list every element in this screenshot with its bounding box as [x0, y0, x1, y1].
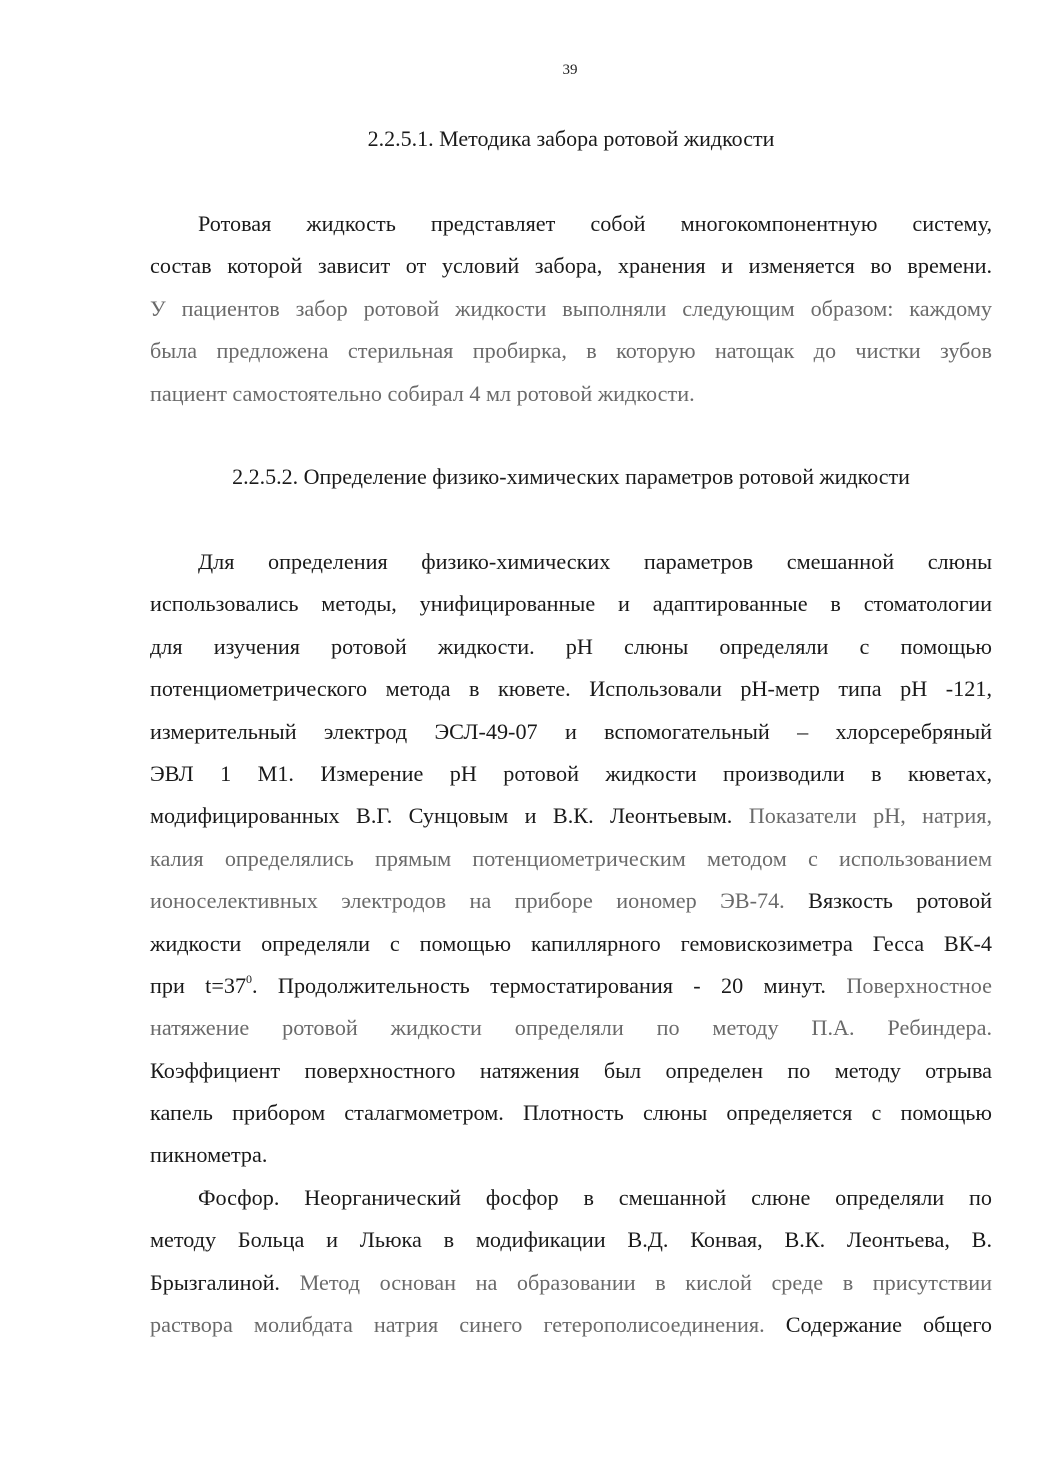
page-number: 39: [562, 62, 578, 78]
section-heading-2-2-5-1: 2.2.5.1. Методика забора ротовой жидкости: [367, 126, 775, 151]
text-line: [150, 965, 992, 1007]
text-segment-gray: Показатели pH, натрия,: [732, 803, 992, 829]
text-line: калия определялись прямым потенциометрическим методом с использованием: [150, 845, 992, 871]
text-segment-gray: Поверхностное: [825, 972, 992, 998]
text-line: состав которой зависит от условий забора, хранения и изменяется во времени.: [150, 253, 992, 279]
text-segment: . Продолжительность термостатирования - 20 минут.: [252, 972, 826, 998]
text-line: потенциометрического метода в кювете. Использовали pH-метр типа pH -121,: [150, 676, 992, 702]
text-segment-gray: раствора молибдата натрия синего гетерополисоединения.: [150, 1312, 765, 1338]
text-line: измерительный электрод ЭСЛ-49-07 и вспомогательный – хлорсеребряный: [150, 718, 992, 744]
text-line: [150, 1304, 992, 1346]
text-segment: модифицированных В.Г. Сунцовым и В.К. Леонтьевым.: [150, 803, 733, 829]
text-segment-gray: ионоселективных электродов на приборе иономер ЭВ-74.: [150, 888, 785, 914]
text-segment-gray: Метод основан на образовании в кислой среде в присутствии: [279, 1269, 992, 1295]
paragraph-phosphorus: [150, 1177, 992, 1347]
text-segment: Брызгалиной.: [150, 1269, 280, 1295]
text-segment: при t=37: [150, 972, 247, 998]
text-segment: Вязкость ротовой: [784, 888, 992, 914]
text-line: жидкости определяли с помощью капиллярного гемовискозиметра Гесса ВК-4: [150, 930, 992, 956]
superscript-degree: 0: [246, 971, 253, 986]
text-line: Ротовая жидкость представляет собой многокомпонентную систему,: [198, 211, 992, 236]
text-line: [150, 795, 992, 837]
text-line: методу Больца и Льюка в модификации В.Д. Конвая, В.К. Леонтьева, В.: [150, 1227, 992, 1253]
section-heading-2-2-5-2: 2.2.5.2. Определение физико-химических параметров ротовой жидкости: [232, 464, 910, 489]
text-line: У пациентов забор ротовой жидкости выполняли следующим образом: каждому: [150, 295, 992, 321]
text-line: капель прибором сталагмометром. Плотность слюны определяется с помощью: [150, 1100, 992, 1126]
text-line: пикнометра.: [150, 1142, 268, 1168]
text-line: Для определения физико-химических параметров смешанной слюны: [198, 549, 992, 574]
text-line: для изучения ротовой жидкости. pH слюны определяли с помощью: [150, 633, 992, 659]
text-line: натяжение ротовой жидкости определяли по методу П.А. Ребиндера.: [150, 1015, 992, 1041]
text-segment: Содержание общего: [764, 1312, 993, 1338]
paragraph-oral-fluid-collection: [150, 203, 992, 415]
text-line: [150, 880, 992, 922]
text-line: ЭВЛ 1 М1. Измерение pH ротовой жидкости производили в кюветах,: [150, 760, 992, 786]
text-line: пациент самостоятельно собирал 4 мл ротовой жидкости.: [150, 380, 695, 406]
paragraph-physicochemical-parameters: [150, 541, 992, 1177]
text-line: использовались методы, унифицированные и адаптированные в стоматологии: [150, 591, 992, 617]
text-line: Фосфор. Неорганический фосфор в смешанной слюне определяли по: [198, 1185, 992, 1210]
text-line: Коэффициент поверхностного натяжения был определен по методу отрыва: [150, 1057, 992, 1083]
text-line: [150, 1262, 992, 1304]
text-line: была предложена стерильная пробирка, в которую натощак до чистки зубов: [150, 338, 992, 364]
